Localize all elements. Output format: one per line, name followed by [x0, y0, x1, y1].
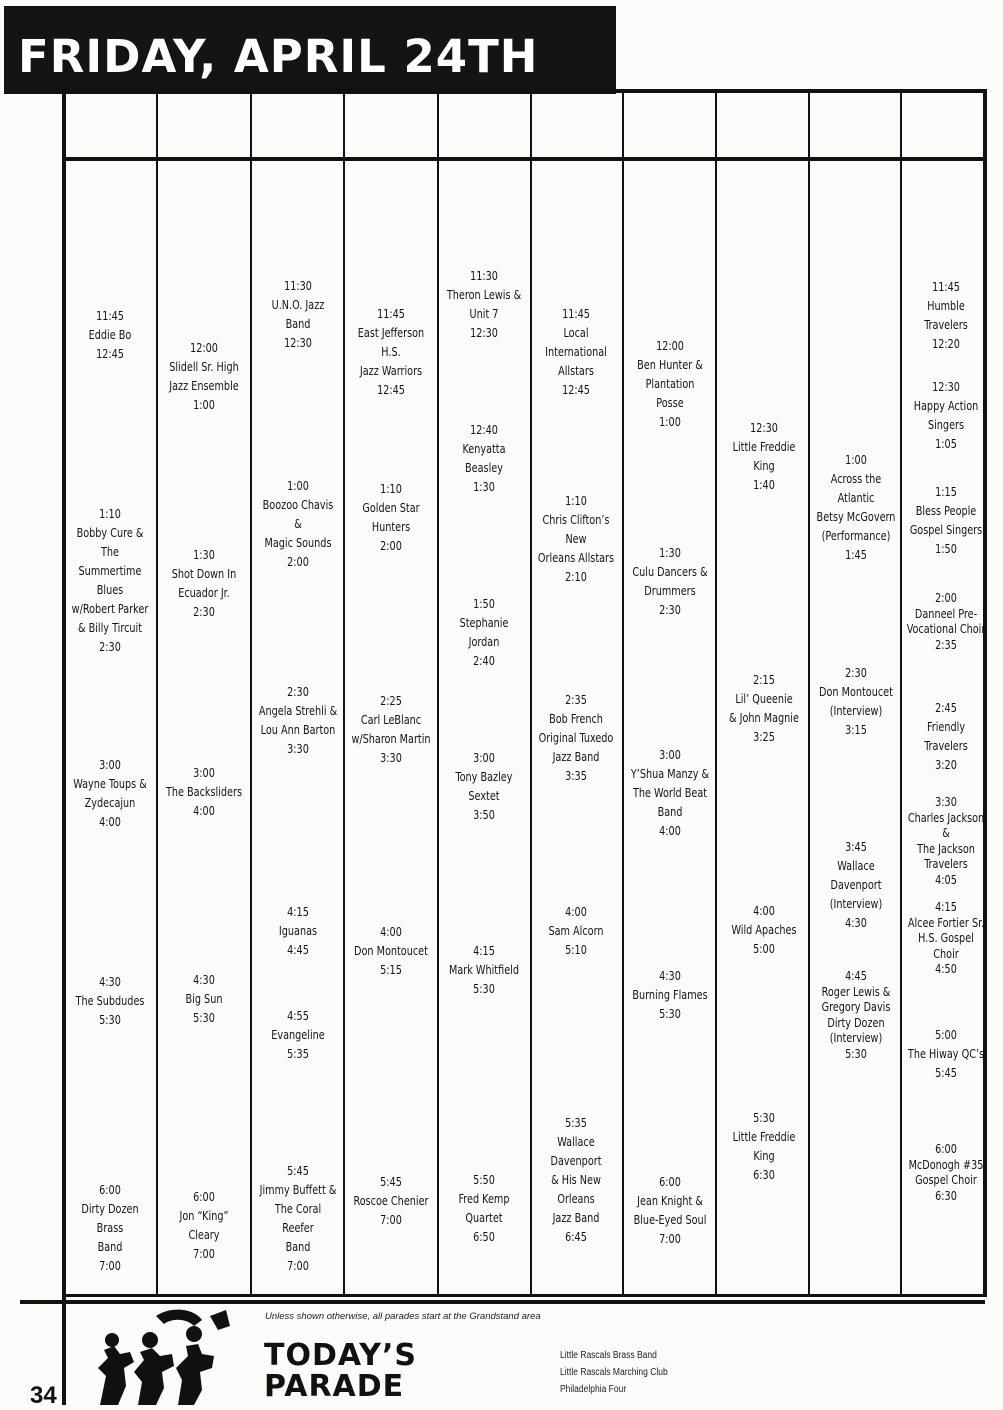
- slot-performer: & Billy Tircuit: [77, 620, 143, 635]
- schedule-slot: [906, 794, 985, 887]
- slot-start-time: 2:15: [753, 672, 775, 687]
- slot-performer: Stephanie Jordan: [459, 615, 509, 649]
- slot-start-time: 11:45: [562, 306, 590, 321]
- slot-end-time: 4:00: [659, 823, 681, 838]
- slot-end-time: 1:30: [473, 479, 495, 494]
- parade-note: Unless shown otherwise, all parades start at the Grandstand area: [265, 1311, 541, 1322]
- schedule-slot: [816, 968, 895, 1061]
- schedule-slot: [816, 450, 895, 564]
- slot-performer: Jon “King” Cleary: [179, 1208, 229, 1242]
- slot-end-time: 4:45: [287, 942, 309, 957]
- schedule-slot: [724, 418, 803, 494]
- slot-end-time: 12:45: [96, 346, 124, 361]
- slot-performer: Vocational Choir: [906, 621, 986, 636]
- slot-performer: The Jackson: [917, 840, 975, 856]
- slot-performer: Magic Sounds: [264, 535, 332, 550]
- slot-end-time: 1:50: [935, 541, 957, 556]
- slot-performer: Gregory Davis: [821, 999, 891, 1014]
- slot-performer: Charles Jackson &: [907, 809, 985, 840]
- slot-end-time: 2:00: [287, 554, 309, 569]
- slot-end-time: 12:45: [562, 382, 590, 397]
- slot-start-time: 3:00: [659, 747, 681, 762]
- slot-start-time: 2:25: [380, 693, 402, 708]
- slot-performer: Dirty Dozen Brass: [81, 1201, 139, 1235]
- slot-end-time: 2:30: [193, 604, 215, 619]
- slot-performer: Don Montoucet: [354, 943, 428, 958]
- schedule-slot: [536, 1113, 615, 1246]
- slot-start-time: 2:35: [565, 692, 587, 707]
- schedule-slot: [906, 590, 985, 652]
- slot-performer: U.N.O. Jazz Band: [271, 297, 325, 331]
- slot-performer: The Subdudes: [75, 993, 145, 1008]
- slot-performer: Sam Alcorn: [548, 923, 604, 938]
- schedule-slot: [724, 1108, 803, 1184]
- slot-performer: Singers: [927, 417, 965, 432]
- slot-end-time: 7:00: [193, 1246, 215, 1261]
- slot-performer: Gospel Choir: [915, 1172, 977, 1187]
- slot-performer: Danneel Pre-: [914, 605, 978, 621]
- schedule-slot: [630, 543, 709, 619]
- slot-performer: (Performance): [821, 528, 891, 543]
- schedule-slot: [444, 941, 523, 998]
- slot-performer: Chris Clifton’s New: [542, 512, 610, 546]
- slot-performer: Jazz Band: [552, 749, 600, 764]
- slot-start-time: 4:45: [845, 968, 867, 983]
- slot-performer: Lil’ Queenie: [735, 691, 793, 706]
- slot-start-time: 3:00: [473, 750, 495, 765]
- slot-performer: Ben Hunter &: [637, 357, 703, 372]
- slot-end-time: 2:30: [99, 639, 121, 654]
- slot-performer: Jean Knight &: [637, 1193, 703, 1208]
- slot-performer: Zydecajun: [84, 795, 136, 810]
- slot-performer: Happy Action: [913, 398, 979, 413]
- slot-end-time: 5:10: [565, 942, 587, 957]
- slot-end-time: 3:35: [565, 768, 587, 783]
- slot-performer: Humble Travelers: [924, 298, 968, 332]
- slot-performer: w/Sharon Martin: [351, 731, 431, 746]
- slot-end-time: 6:30: [935, 1187, 957, 1203]
- slot-performer: (Interview): [829, 896, 883, 911]
- parade-group-list: [560, 1347, 668, 1398]
- slot-performer: Bob French: [549, 711, 603, 726]
- schedule-slot: [351, 479, 430, 555]
- slot-start-time: 5:50: [473, 1172, 495, 1187]
- slot-end-time: 5:35: [287, 1046, 309, 1061]
- schedule-slot: [258, 276, 337, 352]
- slot-start-time: 12:00: [190, 340, 218, 355]
- slot-performer: Local International: [545, 325, 607, 359]
- slot-end-time: 4:00: [193, 803, 215, 818]
- slot-performer: H.S. Gospel Choir: [918, 930, 974, 961]
- slot-start-time: 1:15: [935, 484, 957, 499]
- slot-performer: Bless People: [915, 503, 977, 518]
- slot-end-time: 3:30: [287, 741, 309, 756]
- slot-performer: Allstars: [558, 363, 594, 378]
- slot-performer: The Coral Reefer: [274, 1201, 322, 1235]
- slot-performer: Summertime Blues: [78, 563, 142, 597]
- schedule-slot: [816, 837, 895, 932]
- slot-end-time: 5:30: [193, 1010, 215, 1025]
- slot-performer: Jazz Warriors: [359, 363, 423, 378]
- slot-end-time: 12:20: [932, 336, 960, 351]
- slot-end-time: 4:30: [845, 915, 867, 930]
- schedule-slot: [906, 377, 985, 453]
- slot-start-time: 5:35: [565, 1115, 587, 1130]
- slot-performer: Don Montoucet: [819, 684, 893, 699]
- slot-end-time: 5:45: [935, 1065, 957, 1080]
- slot-performer: (Interview): [829, 1030, 883, 1045]
- slot-start-time: 3:00: [99, 757, 121, 772]
- slot-end-time: 3:15: [845, 722, 867, 737]
- slot-performer: Hunters: [371, 519, 411, 534]
- slot-performer: & John Magnie: [729, 710, 799, 725]
- slot-start-time: 4:15: [935, 899, 957, 914]
- slot-start-time: 5:00: [935, 1027, 957, 1042]
- slot-performer: Jazz Band: [552, 1210, 600, 1225]
- slot-start-time: 11:45: [932, 279, 960, 294]
- slot-end-time: 2:35: [935, 636, 957, 652]
- slot-end-time: 2:10: [565, 569, 587, 584]
- slot-end-time: 6:30: [753, 1167, 775, 1182]
- schedule-slot: [70, 306, 149, 363]
- slot-end-time: 6:50: [473, 1229, 495, 1244]
- slot-end-time: 12:30: [284, 335, 312, 350]
- schedule-slot: [70, 1180, 149, 1275]
- stage-column-divider: [250, 91, 252, 1297]
- slot-performer: Jimmy Buffett &: [259, 1182, 337, 1197]
- slot-performer: Wild Apaches: [731, 922, 797, 937]
- slot-performer: Jazz Ensemble: [169, 378, 239, 393]
- stage-column-divider: [808, 91, 810, 1297]
- slot-start-time: 6:00: [659, 1174, 681, 1189]
- slot-end-time: 5:15: [380, 962, 402, 977]
- slot-end-time: 7:00: [287, 1258, 309, 1273]
- schedule-slot: [630, 336, 709, 431]
- slot-performer: Orleans Allstars: [537, 550, 615, 565]
- slot-performer: Boozoo Chavis &: [262, 497, 334, 531]
- slot-performer: Band: [285, 1239, 311, 1254]
- schedule-slot: [906, 698, 985, 774]
- slot-end-time: 7:00: [659, 1231, 681, 1246]
- slot-start-time: 6:00: [99, 1182, 121, 1197]
- slot-performer: Wayne Toups &: [73, 776, 147, 791]
- parade-dancers-illustration: [90, 1306, 240, 1405]
- slot-performer: Slidell Sr. High: [169, 359, 239, 374]
- bottom-rule: [20, 1300, 985, 1304]
- schedule-slot: [906, 277, 985, 353]
- slot-end-time: 5:00: [753, 941, 775, 956]
- slot-end-time: 3:25: [753, 729, 775, 744]
- slot-performer: Across the Atlantic: [830, 471, 882, 505]
- slot-performer: Shot Down In: [171, 566, 237, 581]
- slot-performer: Golden Star: [362, 500, 420, 515]
- schedule-slot: [164, 763, 243, 820]
- schedule-slot: [164, 545, 243, 621]
- slot-start-time: 3:45: [845, 839, 867, 854]
- schedule-slot: [351, 922, 430, 979]
- page-title: FRIDAY, APRIL 24TH: [18, 30, 539, 83]
- slot-end-time: 2:30: [659, 602, 681, 617]
- slot-performer: East Jefferson H.S.: [357, 325, 425, 359]
- slot-end-time: 1:05: [935, 436, 957, 451]
- schedule-slot: [258, 476, 337, 571]
- schedule-slot: [536, 304, 615, 399]
- slot-performer: (Interview): [829, 703, 883, 718]
- schedule-slot: [630, 745, 709, 840]
- slot-end-time: 12:45: [377, 382, 405, 397]
- schedule-slot: [630, 1172, 709, 1248]
- slot-end-time: 1:45: [845, 547, 867, 562]
- slot-performer: Lou Ann Barton: [260, 722, 336, 737]
- slot-performer: Betsy McGovern: [816, 509, 896, 524]
- schedule-slot: [444, 1170, 523, 1246]
- schedule-slot: [536, 491, 615, 586]
- schedule-slot: [164, 338, 243, 414]
- stage-column-divider: [715, 91, 717, 1297]
- slot-end-time: 12:30: [470, 325, 498, 340]
- schedule-slot: [906, 1025, 985, 1082]
- slot-start-time: 1:30: [193, 547, 215, 562]
- slot-end-time: 4:50: [935, 961, 957, 976]
- slot-end-time: 2:40: [473, 653, 495, 668]
- slot-performer: Little Freddie King: [732, 1129, 796, 1163]
- schedule-slot: [536, 902, 615, 959]
- slot-performer: Eddie Bo: [88, 327, 132, 342]
- schedule-slot: [906, 1141, 985, 1203]
- schedule-slot: [906, 482, 985, 558]
- schedule-slot: [444, 266, 523, 342]
- slot-start-time: 5:45: [287, 1163, 309, 1178]
- slot-performer: Wallace Davenport: [550, 1134, 602, 1168]
- schedule-slot: [444, 420, 523, 496]
- slot-start-time: 1:10: [565, 493, 587, 508]
- parade-group: Little Rascals Marching Club: [560, 1367, 668, 1378]
- slot-performer: Plantation Posse: [645, 376, 695, 410]
- slot-performer: McDonogh #35: [908, 1156, 984, 1172]
- slot-start-time: 6:00: [935, 1141, 957, 1156]
- slot-start-time: 1:10: [99, 506, 121, 521]
- slot-performer: Original Tuxedo: [538, 730, 614, 745]
- schedule-slot: [258, 682, 337, 758]
- schedule-slot: [351, 691, 430, 767]
- slot-end-time: 7:00: [380, 1212, 402, 1227]
- slot-start-time: 1:00: [287, 478, 309, 493]
- slot-start-time: 4:00: [380, 924, 402, 939]
- slot-start-time: 11:30: [284, 278, 312, 293]
- slot-start-time: 3:30: [935, 794, 957, 809]
- schedule-slot: [351, 1172, 430, 1229]
- slot-end-time: 1:40: [753, 477, 775, 492]
- slot-end-time: 5:30: [99, 1012, 121, 1027]
- page-number: 34: [30, 1382, 57, 1409]
- slot-performer: Unit 7: [469, 306, 499, 321]
- schedule-slot: [724, 670, 803, 746]
- slot-end-time: 5:30: [659, 1006, 681, 1021]
- slot-start-time: 4:30: [99, 974, 121, 989]
- slot-performer: Angela Strehli &: [258, 703, 338, 718]
- slot-performer: & His New Orleans: [551, 1172, 601, 1206]
- slot-end-time: 7:00: [99, 1258, 121, 1273]
- schedule-slot: [724, 901, 803, 958]
- slot-performer: Roger Lewis &: [821, 983, 891, 999]
- slot-performer: Burning Flames: [632, 987, 708, 1002]
- slot-performer: Little Freddie King: [732, 439, 796, 473]
- slot-performer: w/Robert Parker: [71, 601, 149, 616]
- slot-end-time: 4:00: [99, 814, 121, 829]
- schedule-slot: [70, 755, 149, 831]
- slot-performer: Travelers: [924, 856, 968, 871]
- slot-start-time: 5:45: [380, 1174, 402, 1189]
- schedule-slot: [351, 304, 430, 399]
- slot-performer: Iguanas: [278, 923, 318, 938]
- slot-performer: Roscoe Chenier: [353, 1193, 429, 1208]
- schedule-slot: [164, 1187, 243, 1263]
- slot-end-time: 3:30: [380, 750, 402, 765]
- slot-end-time: 4:05: [935, 871, 957, 887]
- slot-start-time: 2:30: [845, 665, 867, 680]
- slot-start-time: 12:30: [750, 420, 778, 435]
- slot-performer: The Hiway QC’s: [907, 1046, 985, 1061]
- slot-performer: Evangeline: [271, 1027, 325, 1042]
- parade-title: [264, 1340, 464, 1402]
- slot-performer: Culu Dancers &: [632, 564, 708, 579]
- slot-start-time: 12:40: [470, 422, 498, 437]
- slot-performer: Bobby Cure & The: [76, 525, 144, 559]
- schedule-slot: [630, 966, 709, 1023]
- slot-start-time: 4:30: [193, 972, 215, 987]
- parade-group: Little Rascals Brass Band: [560, 1350, 657, 1361]
- slot-performer: Fred Kemp Quartet: [458, 1191, 510, 1225]
- slot-performer: Gospel Singers: [909, 522, 983, 537]
- slot-start-time: 2:45: [935, 700, 957, 715]
- slot-end-time: 1:00: [193, 397, 215, 412]
- schedule-slot: [906, 899, 985, 977]
- slot-start-time: 5:30: [753, 1110, 775, 1125]
- slot-performer: Carl LeBlanc: [360, 712, 422, 727]
- slot-start-time: 4:15: [473, 943, 495, 958]
- slot-end-time: 3:50: [473, 807, 495, 822]
- schedule-slot: [816, 663, 895, 739]
- slot-start-time: 1:30: [659, 545, 681, 560]
- slot-performer: Y’Shua Manzy &: [630, 766, 710, 781]
- slot-performer: Theron Lewis &: [446, 287, 522, 302]
- schedule-slot: [444, 748, 523, 824]
- parade-group: Philadelphia Four: [560, 1384, 627, 1395]
- slot-start-time: 6:00: [193, 1189, 215, 1204]
- schedule-slot: [258, 1161, 337, 1275]
- slot-start-time: 4:55: [287, 1008, 309, 1023]
- slot-performer: Alcee Fortier Sr.: [907, 914, 985, 930]
- slot-performer: Band: [97, 1239, 123, 1254]
- stage-header-rule: [64, 157, 987, 161]
- stage-column-divider: [437, 91, 439, 1297]
- slot-start-time: 1:50: [473, 596, 495, 611]
- stage-column-divider: [530, 91, 532, 1297]
- slot-performer: Wallace Davenport: [830, 858, 882, 892]
- slot-end-time: 6:45: [565, 1229, 587, 1244]
- slot-start-time: 12:30: [932, 379, 960, 394]
- slot-start-time: 4:30: [659, 968, 681, 983]
- schedule-slot: [70, 504, 149, 656]
- slot-start-time: 11:45: [96, 308, 124, 323]
- slot-performer: Mark Whitfield: [449, 962, 519, 977]
- stage-column-divider: [622, 91, 624, 1297]
- stage-column-divider: [900, 91, 902, 1297]
- grid-left-rule: [62, 89, 66, 1405]
- slot-start-time: 11:45: [377, 306, 405, 321]
- slot-performer: The Backsliders: [165, 784, 243, 799]
- slot-start-time: 1:10: [380, 481, 402, 496]
- slot-start-time: 11:30: [470, 268, 498, 283]
- stage-column-divider: [343, 91, 345, 1297]
- slot-performer: Tony Bazley Sextet: [455, 769, 513, 803]
- slot-start-time: 1:00: [845, 452, 867, 467]
- slot-performer: Big Sun: [185, 991, 223, 1006]
- schedule-slot: [70, 972, 149, 1029]
- schedule-slot: [444, 594, 523, 670]
- schedule-slot: [164, 970, 243, 1027]
- slot-end-time: 2:00: [380, 538, 402, 553]
- slot-end-time: 5:30: [845, 1045, 867, 1061]
- parade-title-line1: TODAY’S: [264, 1338, 417, 1373]
- schedule-slot: [258, 1006, 337, 1063]
- slot-performer: The World Beat: [632, 785, 708, 800]
- slot-performer: Kenyatta Beasley: [462, 441, 506, 475]
- slot-start-time: 2:30: [287, 684, 309, 699]
- slot-performer: Band: [657, 804, 683, 819]
- slot-start-time: 12:00: [656, 338, 684, 353]
- slot-performer: Drummers: [644, 583, 696, 598]
- slot-start-time: 3:00: [193, 765, 215, 780]
- slot-end-time: 1:00: [659, 414, 681, 429]
- slot-start-time: 4:00: [753, 903, 775, 918]
- slot-performer: Dirty Dozen: [827, 1014, 885, 1030]
- slot-start-time: 4:15: [287, 904, 309, 919]
- slot-start-time: 2:00: [935, 590, 957, 605]
- schedule-slot: [536, 690, 615, 785]
- slot-performer: Ecuador Jr.: [178, 585, 230, 600]
- slot-start-time: 4:00: [565, 904, 587, 919]
- stage-column-divider: [156, 91, 158, 1297]
- slot-performer: Friendly Travelers: [924, 719, 968, 753]
- slot-end-time: 3:20: [935, 757, 957, 772]
- schedule-slot: [258, 902, 337, 959]
- slot-end-time: 5:30: [473, 981, 495, 996]
- parade-title-line2: PARADE: [264, 1369, 405, 1404]
- slot-performer: Blue-Eyed Soul: [633, 1212, 707, 1227]
